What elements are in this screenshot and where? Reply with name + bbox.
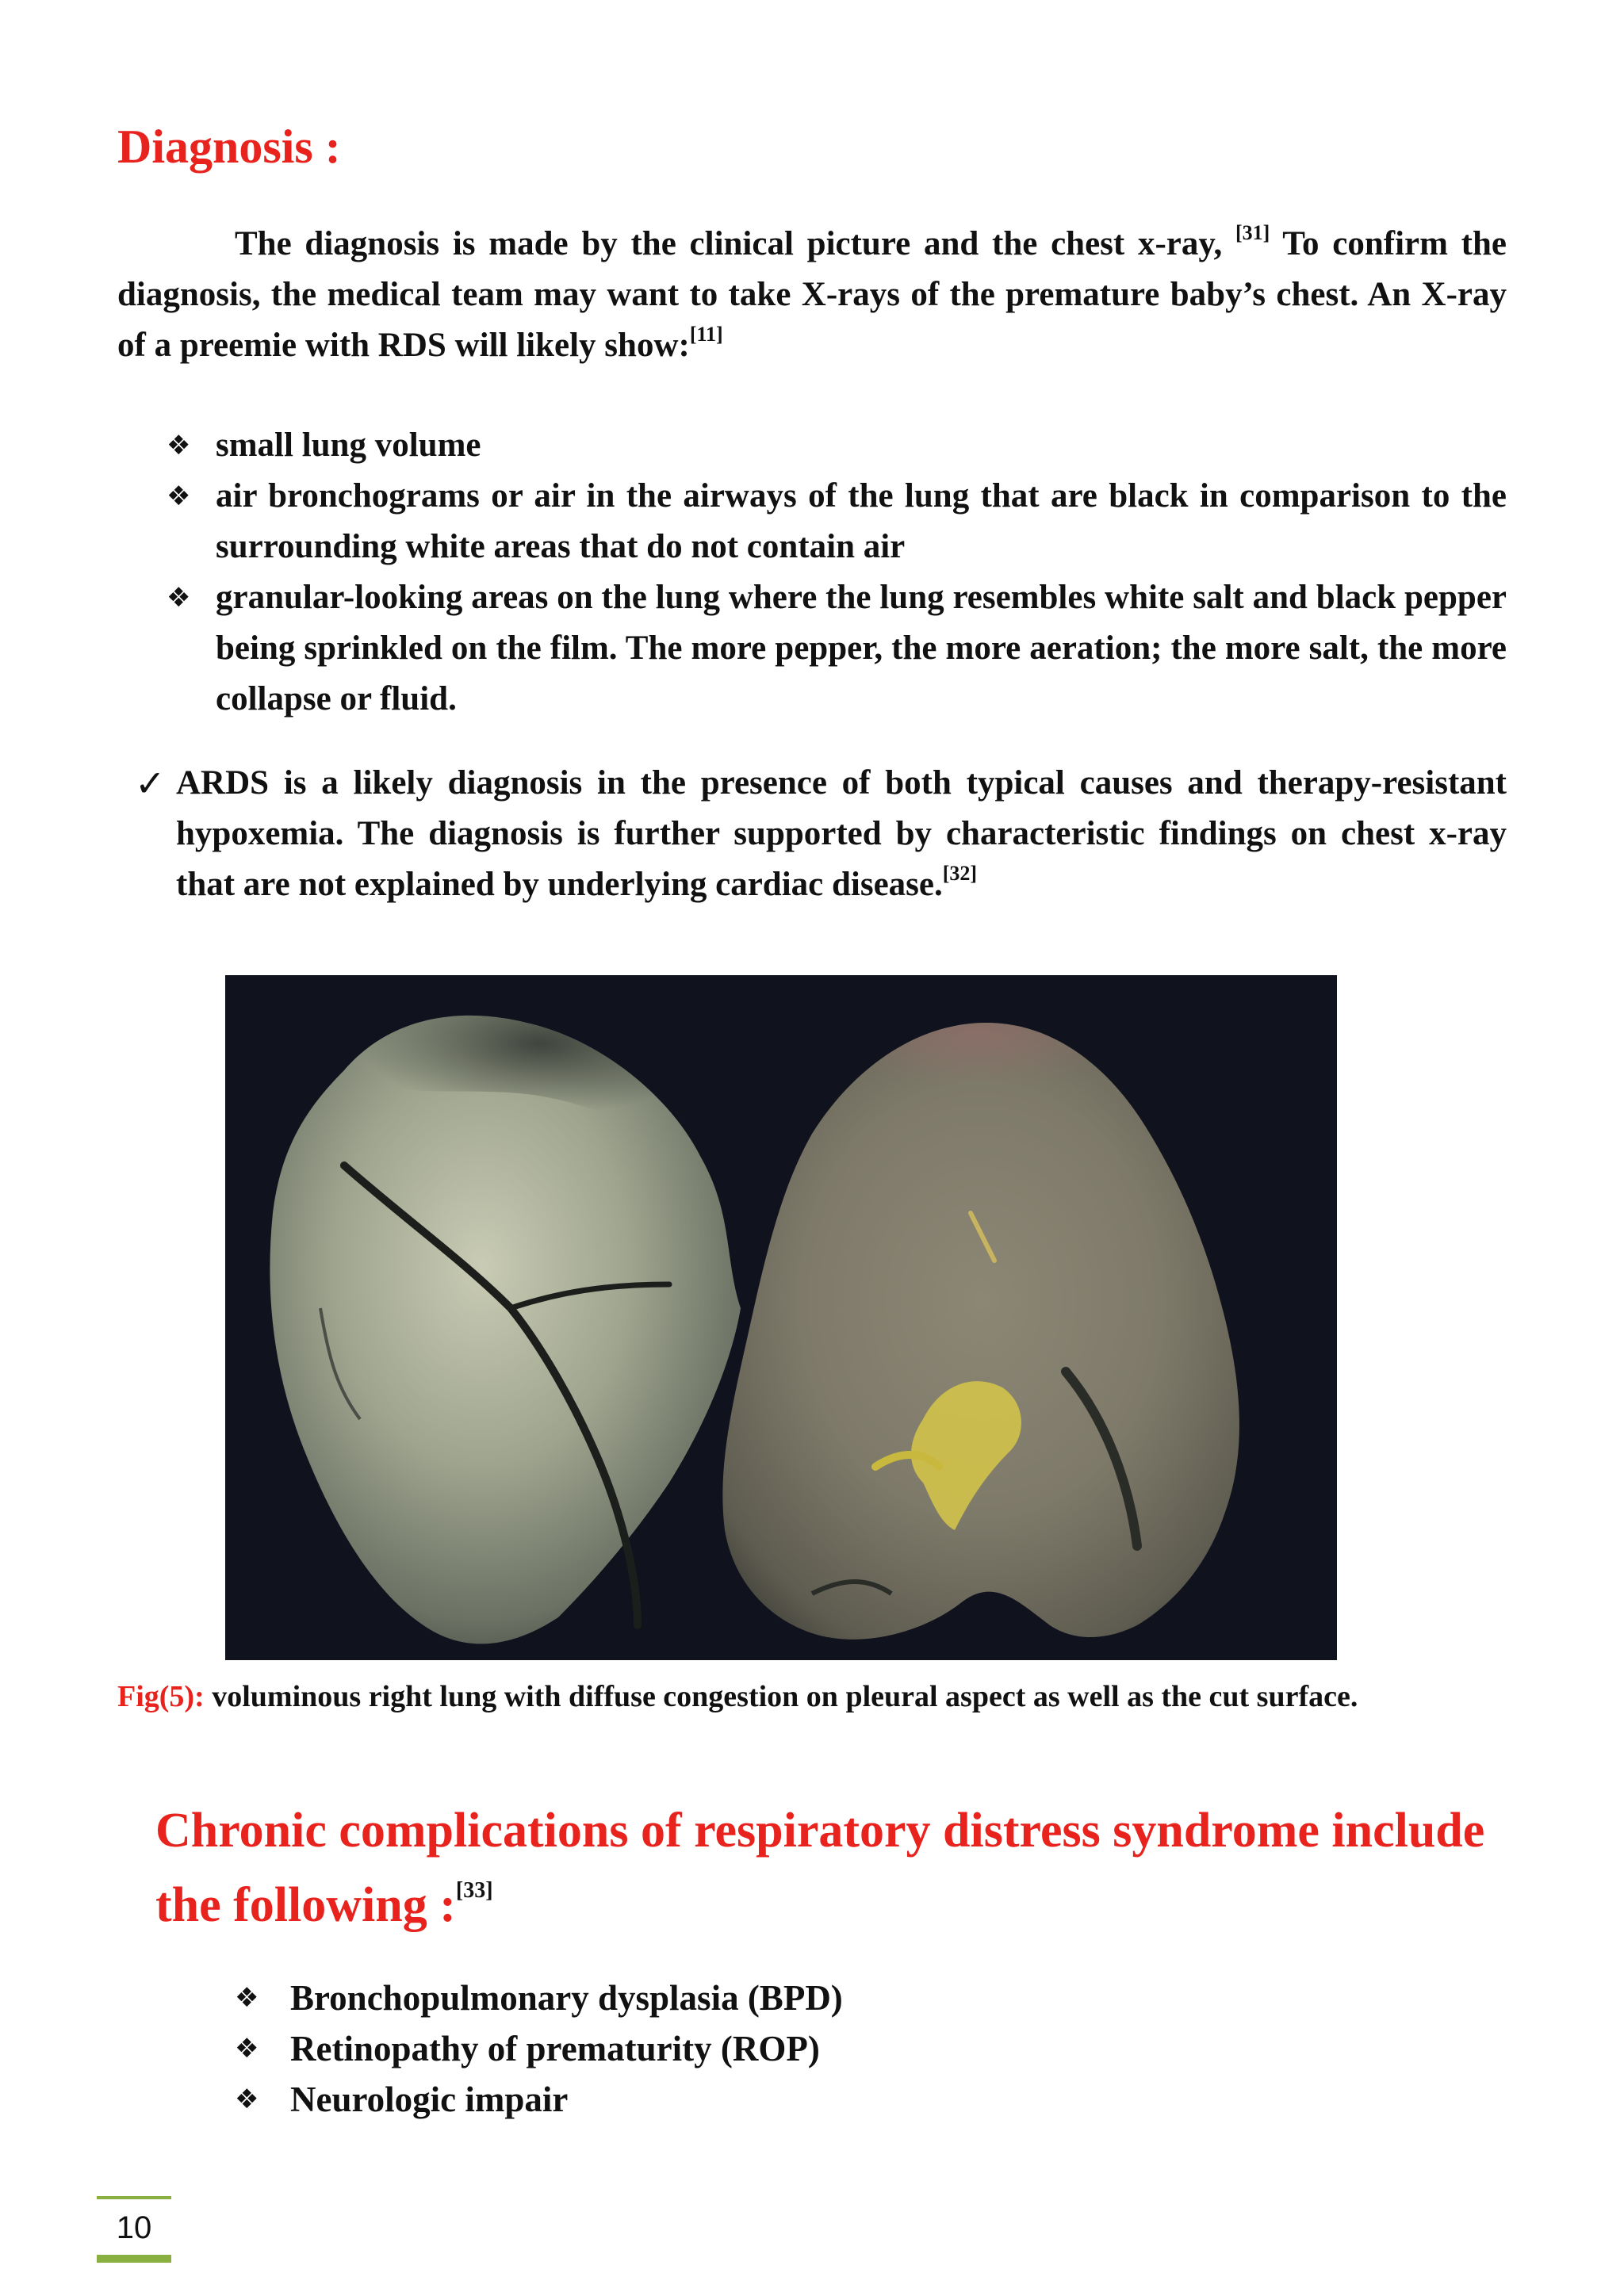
intro-text-2: To confirm the diagnosis, the medical team may want to take X-rays of the premature baby’s chest. An X-ray of a preemie with RDS will likely show: (117, 225, 1507, 364)
chronic-heading-text: Chronic complications of respiratory distress syndrome include the following : (155, 1804, 1485, 1932)
diamond-bullet-icon: ❖ (235, 2033, 259, 2064)
lung-specimen-photo (225, 975, 1337, 1660)
finding-text: small lung volume (216, 427, 481, 464)
list-item (167, 572, 1507, 725)
figure-label: Fig(5): (117, 1680, 205, 1713)
complication-text: Retinopathy of prematurity (ROP) (290, 2029, 820, 2068)
finding-text: air bronchograms or air in the airways of the lung that are black in comparison to the surrounding white areas that do not contain air (216, 477, 1507, 565)
citation-31: [31] (1235, 220, 1270, 244)
chronic-complications-list (235, 1973, 1424, 2125)
footer-rule-top (97, 2196, 171, 2199)
diamond-bullet-icon: ❖ (167, 582, 191, 614)
chronic-complications-heading (155, 1793, 1519, 1942)
citation-32: [32] (942, 861, 978, 885)
footer-rule-bottom (97, 2255, 171, 2263)
diamond-bullet-icon: ❖ (167, 480, 191, 512)
citation-33: [33] (455, 1878, 493, 1904)
list-item (235, 2074, 1424, 2125)
complication-text: Bronchopulmonary dysplasia (BPD) (290, 1978, 843, 2018)
xray-findings-list (167, 420, 1507, 725)
list-item (235, 2023, 1424, 2074)
lung-specimen-illustration (225, 975, 1337, 1660)
diamond-bullet-icon: ❖ (235, 1982, 259, 2014)
checkmark-icon: ✓ (135, 762, 166, 805)
intro-text: The diagnosis is made by the clinical picture and the chest x-ray, (235, 225, 1235, 262)
page-number: 10 (116, 2210, 152, 2245)
caption-text: voluminous right lung with diffuse congestion on pleural aspect as well as the cut surface. (204, 1680, 1358, 1713)
figure-caption (117, 1674, 1513, 1719)
list-item (235, 1973, 1424, 2023)
ards-text: ARDS is a likely diagnosis in the presence of both typical causes and therapy-resistant hypoxemia. The diagnosis is further supported by characteristic findings on chest x-ray that are not explained by underlying cardiac disease. (176, 764, 1507, 903)
diamond-bullet-icon: ❖ (235, 2084, 259, 2115)
finding-text: granular-looking areas on the lung where the lung resembles white salt and black pepper being sprinkled on the film. The more pepper, the more aeration; the more salt, the more collapse or fluid. (216, 579, 1507, 718)
list-item (167, 471, 1507, 572)
diagnosis-heading: Diagnosis : (117, 121, 341, 173)
diagnosis-intro-paragraph (117, 219, 1507, 371)
citation-11: [11] (689, 322, 723, 346)
complication-text: Neurologic impair (290, 2080, 569, 2119)
list-item (167, 420, 1507, 471)
diamond-bullet-icon: ❖ (167, 430, 191, 461)
ards-paragraph (176, 758, 1507, 910)
